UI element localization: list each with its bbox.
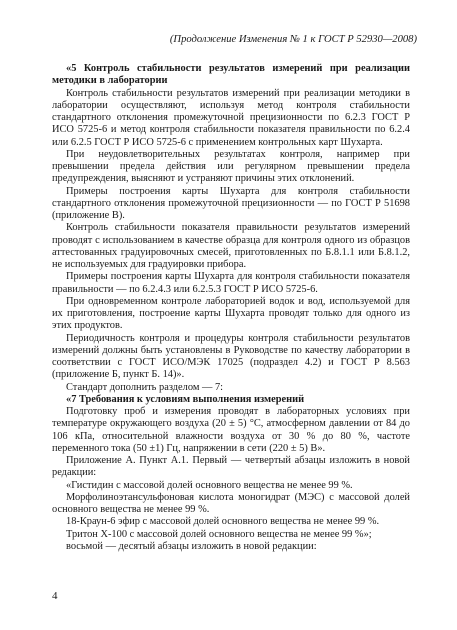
page-number: 4	[52, 590, 58, 602]
paragraph: Подготовку проб и измерения проводят в лабораторных условиях при температуре окружающего воздуха (20 ± 5) °С, атмосферном давлении от 84 до 106 кПа, относительной влажности воздуха от 30 % до 80 %, частоте переменного тока (50 ±1) Гц, напряжении в сети (220 ± 5) В».	[52, 406, 410, 454]
paragraph: Примеры построения карты Шухарта для контроля стабильности стандартного отклонения промежуточной прецизионности — по ГОСТ Р 51698 (приложение В).	[52, 185, 410, 221]
paragraph: «Гистидин с массовой долей основного вещества не менее 99 %.	[66, 479, 353, 491]
paragraph: При одновременном контроле лабораторией водок и вод, используемой для их приготовления, построение карты Шухарта проводят только для одного из этих продуктов.	[52, 295, 410, 332]
running-header: (Продолжение Изменения № 1 к ГОСТ Р 52930—2008)	[169, 34, 417, 45]
paragraph: восьмой — десятый абзацы изложить в новой редакции:	[66, 540, 317, 552]
paragraph: Морфолиноэтансульфоновая кислота моногидрат (МЭС) с массовой долей основного вещества не менее 99 %.	[52, 491, 410, 515]
paragraph: Периодичность контроля и процедуры контроля стабильности результатов измерений должны быть установлены в Руководстве по качеству лаборатории в соответствии с ГОСТ ИСО/МЭК 17025 (подраздел 4.2) и ГОСТ Р 8.563 (приложение Б, пункт Б. 14)».	[52, 332, 410, 381]
paragraph: Тритон Х-100 с массовой долей основного вещества не менее 99 %»;	[66, 528, 372, 540]
paragraph: Примеры построения карты Шухарта для контроля стабильности показателя правильности — по 6.2.4.3 или 6.2.5.3 ГОСТ Р ИСО 5725-6.	[52, 271, 410, 295]
section-heading: «5 Контроль стабильности результатов измерений при реализации методики в лаборатории	[52, 63, 410, 87]
paragraph: Стандарт дополнить разделом — 7:	[66, 381, 224, 393]
paragraph: Контроль стабильности результатов измерений при реализации методики в лаборатории осуществляют, используя метод контроля стабильности стандартного отклонения промежуточной прецизионности по 6.2.3 ГОСТ Р ИСО 5725-6 и метод контроля стабильности показателя правильности по 6.2.4 или 6.2.5 ГОСТ Р ИСО 5725-6 с применением контрольных карт Шухарта.	[52, 87, 410, 148]
document-body	[52, 63, 410, 553]
paragraph: Приложение А. Пункт А.1. Первый — четвертый абзацы изложить в новой редакции:	[52, 455, 410, 479]
paragraph: При неудовлетворительных результатах контроля, например при превышении предела действия или регулярном превышении предела предупреждения, выясняют и устраняют причины этих отклонений.	[52, 148, 410, 185]
section-heading: «7 Требования к условиям выполнения измерений	[66, 393, 305, 405]
paragraph: Контроль стабильности показателя правильности результатов измерений проводят с использованием в качестве образца для контроля одного из образцов аттестованных градуировочных смесей, приготовленных по Б.8.1.1 или Б.8.1.2, не используемых для градуировки прибора.	[52, 222, 410, 270]
paragraph: 18-Краун-6 эфир с массовой долей основного вещества не менее 99 %.	[66, 516, 380, 528]
